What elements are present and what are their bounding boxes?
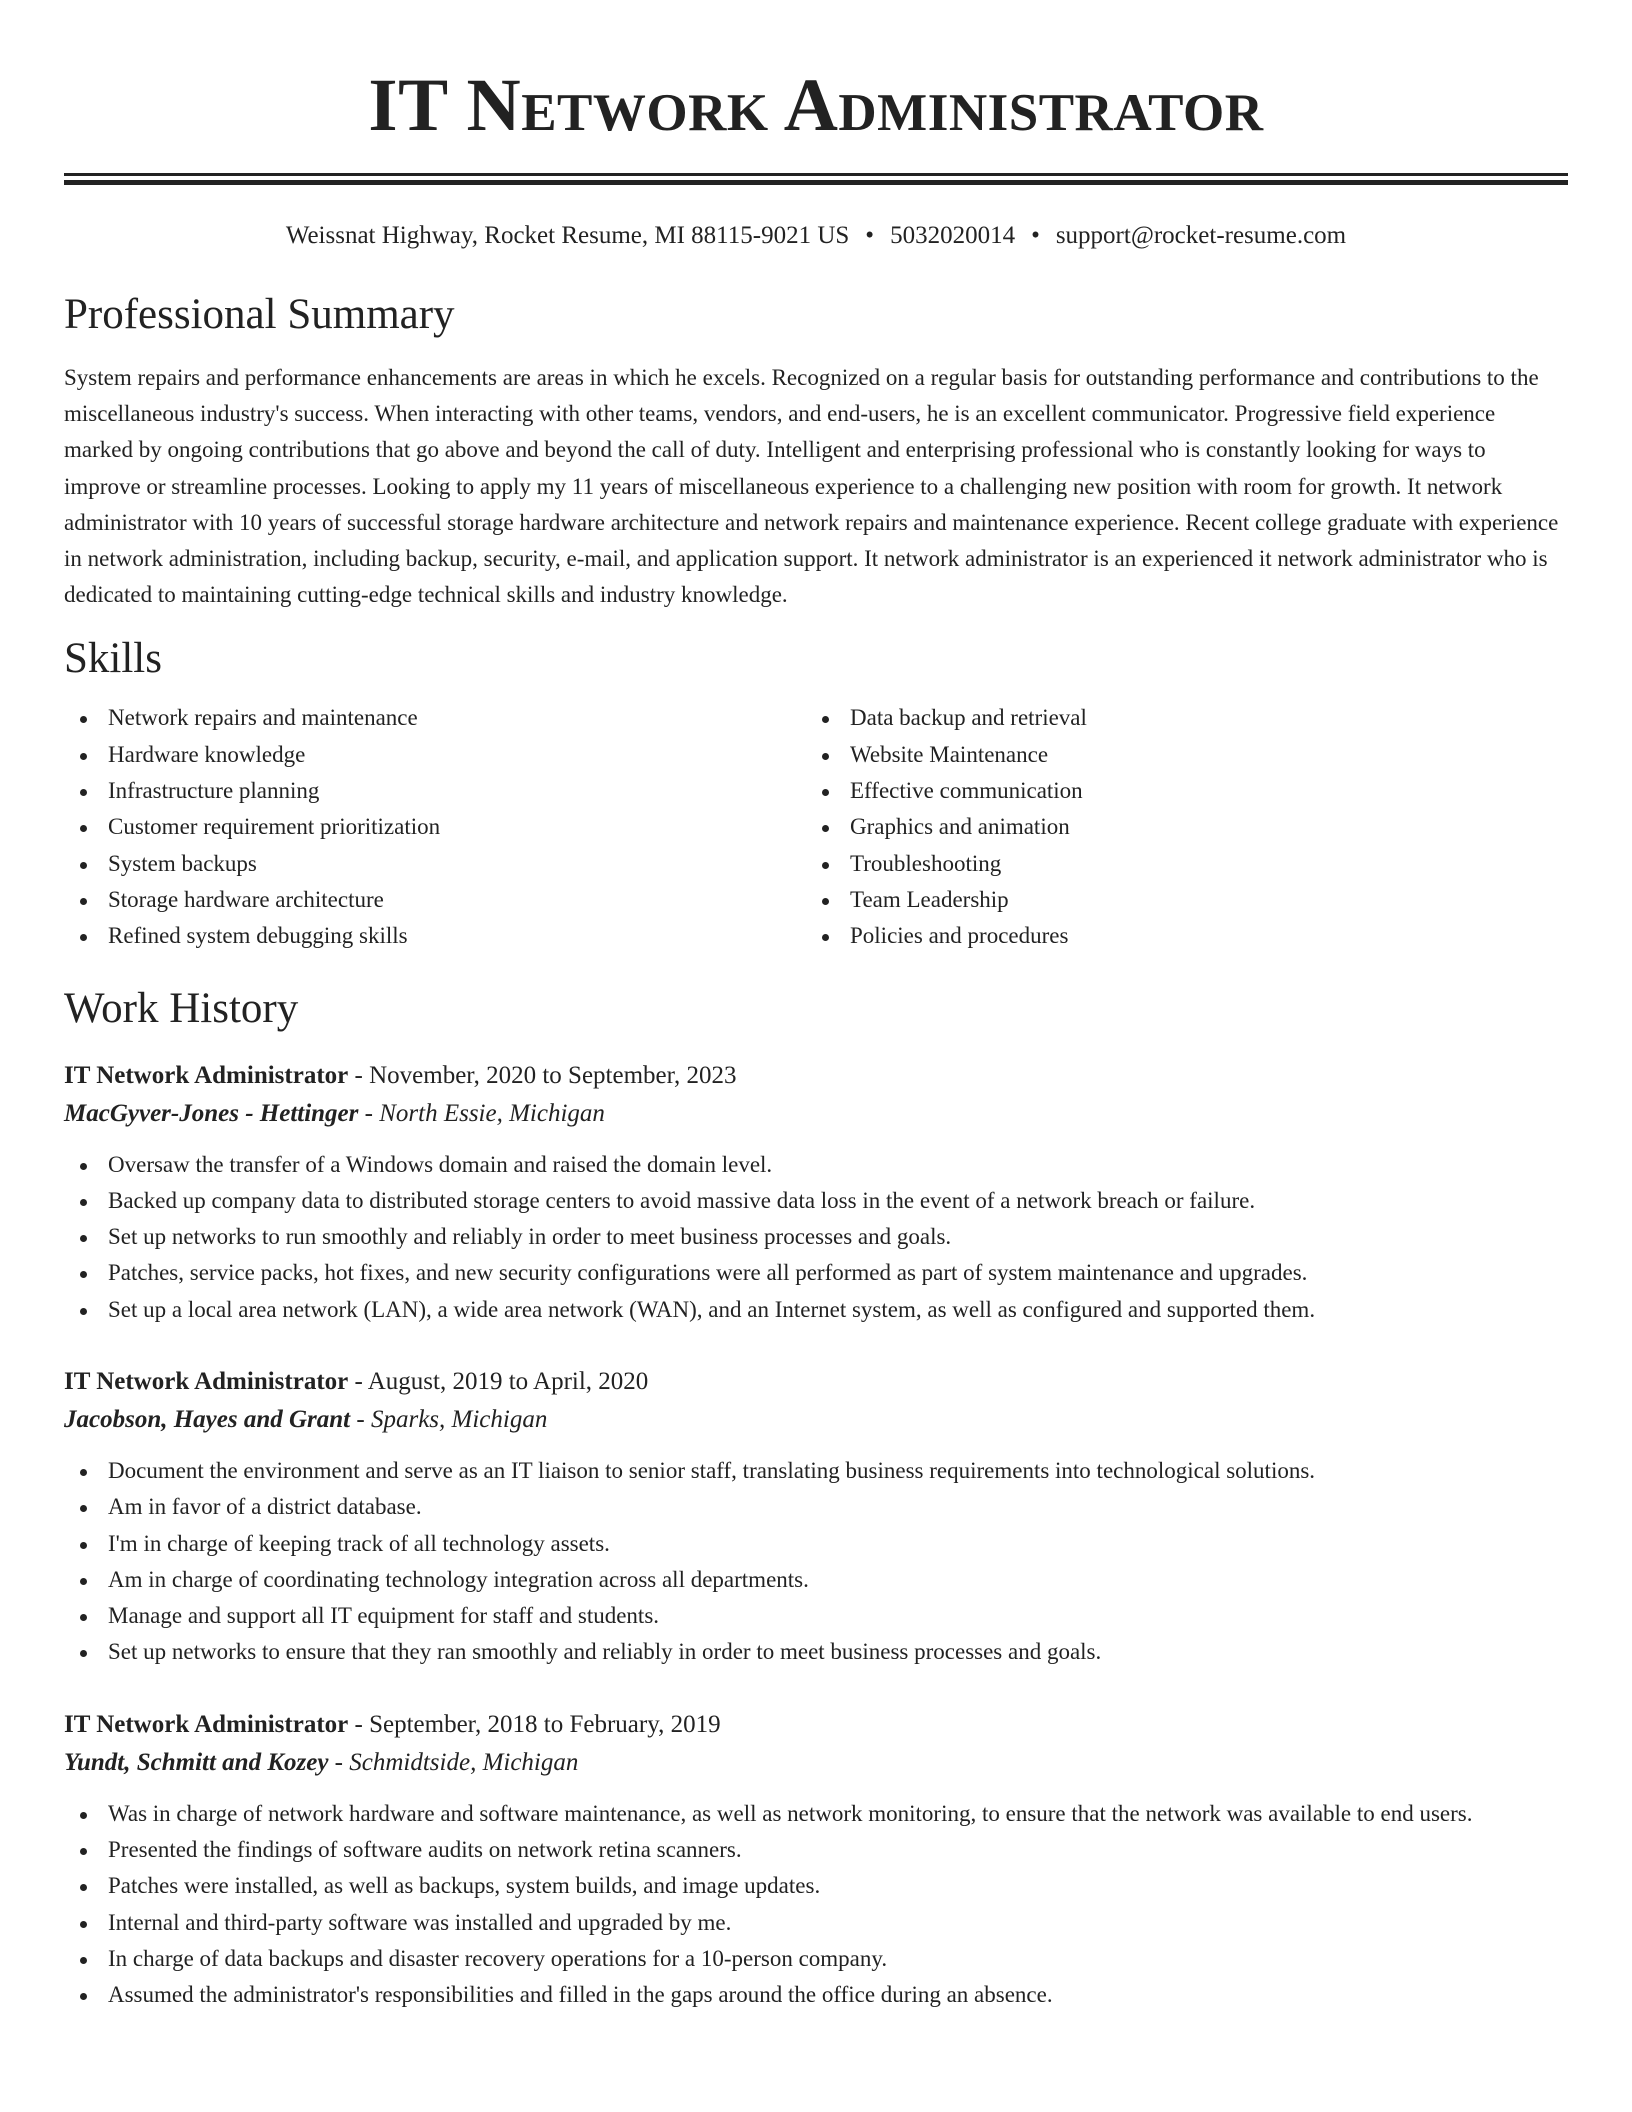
- job-employer: Yundt, Schmitt and Kozey - Schmidtside, Michigan: [64, 1748, 579, 1776]
- contact-separator: •: [865, 222, 875, 249]
- skills-grid: [64, 700, 1568, 954]
- job-role: IT Network Administrator: [64, 1367, 349, 1395]
- skill-item: Customer requirement prioritization: [64, 809, 806, 845]
- job-company: Jacobson, Hayes and Grant: [64, 1405, 351, 1433]
- job-header: IT Network Administrator - September, 2018 to February, 2019: [64, 1710, 721, 1738]
- skill-item: Hardware knowledge: [64, 737, 806, 773]
- contact-email: support@rocket-resume.com: [1055, 222, 1347, 249]
- skill-item: Infrastructure planning: [64, 773, 806, 809]
- job-employer: Jacobson, Hayes and Grant - Sparks, Michigan: [64, 1405, 548, 1433]
- skill-item: Data backup and retrieval: [806, 700, 1568, 736]
- job-bullet: Set up networks to run smoothly and reliably in order to meet business processes and goals.: [64, 1219, 1568, 1255]
- job-bullet: I'm in charge of keeping track of all technology assets.: [64, 1526, 1568, 1562]
- job-bullet: Am in favor of a district database.: [64, 1489, 1568, 1525]
- work-history-heading: Work History: [64, 984, 299, 1032]
- job-location: Sparks, Michigan: [370, 1405, 548, 1433]
- skill-item: Team Leadership: [806, 882, 1568, 918]
- skill-item: Troubleshooting: [806, 846, 1568, 882]
- skill-item: System backups: [64, 846, 806, 882]
- skill-item: Network repairs and maintenance: [64, 700, 806, 736]
- job-role: IT Network Administrator: [64, 1710, 349, 1738]
- job-location: North Essie, Michigan: [379, 1099, 605, 1127]
- skill-item: Website Maintenance: [806, 737, 1568, 773]
- job-location: Schmidtside, Michigan: [349, 1748, 579, 1776]
- summary-heading: Professional Summary: [64, 291, 455, 338]
- job-header: IT Network Administrator - August, 2019 to April, 2020: [64, 1367, 649, 1395]
- job-role: IT Network Administrator: [64, 1061, 349, 1089]
- job-dates: November, 2020 to September, 2023: [369, 1061, 737, 1089]
- job-entry: [64, 1707, 1568, 2014]
- summary-text: System repairs and performance enhancements are areas in which he excels. Recognized on a regular basis for outstanding performance and contributions to the miscellaneous industry's success. When interacting with other teams, vendors, and end-users, he is an excellent communicator. Progressive field experience marked by ongoing contributions that go above and beyond the call of duty. Intelligent and enterprising professional who is constantly looking for ways to improve or streamline processes. Looking to apply my 11 years of miscellaneous experience to a challenging new position with room for growth. It network administrator with 10 years of successful storage hardware architecture and network repairs and maintenance experience. Recent college graduate with experience in network administration, including backup, security, e-mail, and application support. It network administrator is an experienced it network administrator who is dedicated to maintaining cutting-edge technical skills and industry knowledge.: [64, 365, 1559, 608]
- title-double-rule: [64, 173, 1568, 185]
- job-bullet: In charge of data backups and disaster recovery operations for a 10-person company.: [64, 1941, 1568, 1977]
- job-bullet: Oversaw the transfer of a Windows domain and raised the domain level.: [64, 1147, 1568, 1183]
- job-bullet: Manage and support all IT equipment for staff and students.: [64, 1598, 1568, 1634]
- job-employer: MacGyver-Jones - Hettinger - North Essie, Michigan: [64, 1099, 605, 1127]
- contact-phone: 5032020014: [890, 222, 1016, 249]
- job-bullet: Set up networks to ensure that they ran smoothly and reliably in order to meet business processes and goals.: [64, 1634, 1568, 1670]
- job-bullet: Was in charge of network hardware and software maintenance, as well as network monitoring, to ensure that the network was available to end users.: [64, 1796, 1568, 1832]
- job-bullets: [64, 1147, 1568, 1328]
- job-entry: [64, 1058, 1568, 1328]
- job-bullets: [64, 1453, 1568, 1671]
- job-header: IT Network Administrator - November, 2020 to September, 2023: [64, 1061, 737, 1089]
- job-bullet: Backed up company data to distributed storage centers to avoid massive data loss in the event of a network breach or failure.: [64, 1183, 1568, 1219]
- resume-page: [64, 0, 1568, 2014]
- resume-title: IT Network Administrator: [368, 64, 1264, 147]
- skill-item: Refined system debugging skills: [64, 918, 806, 954]
- job-bullet: Am in charge of coordinating technology integration across all departments.: [64, 1562, 1568, 1598]
- job-bullet: Set up a local area network (LAN), a wide area network (WAN), and an Internet system, as well as configured and supported them.: [64, 1292, 1568, 1328]
- job-bullet: Assumed the administrator's responsibilities and filled in the gaps around the office during an absence.: [64, 1977, 1568, 2013]
- job-bullets: [64, 1796, 1568, 2014]
- job-bullet: Patches were installed, as well as backups, system builds, and image updates.: [64, 1868, 1568, 1904]
- job-bullet: Patches, service packs, hot fixes, and new security configurations were all performed as part of system maintenance and upgrades.: [64, 1255, 1568, 1291]
- job-dates: September, 2018 to February, 2019: [369, 1710, 721, 1738]
- skills-column-right: [806, 700, 1568, 954]
- skill-item: Graphics and animation: [806, 809, 1568, 845]
- skill-item: Effective communication: [806, 773, 1568, 809]
- job-bullet: Presented the findings of software audits on network retina scanners.: [64, 1832, 1568, 1868]
- job-entry: [64, 1364, 1568, 1671]
- job-company: MacGyver-Jones - Hettinger: [64, 1099, 359, 1127]
- contact-line: [64, 223, 1568, 248]
- job-company: Yundt, Schmitt and Kozey: [64, 1748, 329, 1776]
- skill-item: Policies and procedures: [806, 918, 1568, 954]
- skill-item: Storage hardware architecture: [64, 882, 806, 918]
- contact-address: Weissnat Highway, Rocket Resume, MI 88115-9021 US: [285, 222, 850, 249]
- job-dates: August, 2019 to April, 2020: [367, 1367, 649, 1395]
- contact-separator: •: [1031, 222, 1040, 249]
- job-bullet: Internal and third-party software was installed and upgraded by me.: [64, 1905, 1568, 1941]
- skills-heading: Skills: [64, 635, 162, 683]
- job-bullet: Document the environment and serve as an IT liaison to senior staff, translating business requirements into technological solutions.: [64, 1453, 1568, 1489]
- skills-column-left: [64, 700, 806, 954]
